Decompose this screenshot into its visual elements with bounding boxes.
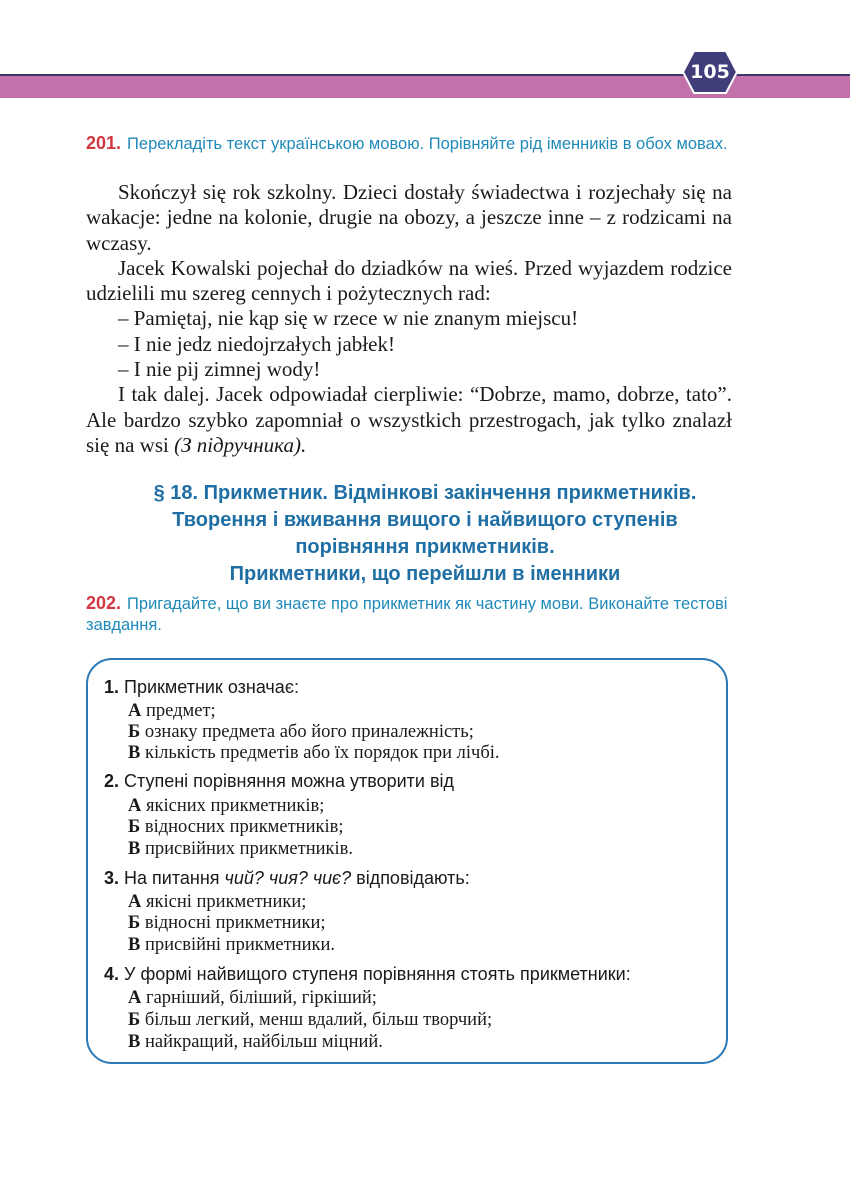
section-title-line: Творення і вживання вищого і найвищого ступенів	[172, 509, 678, 531]
answer-option: Б відносні прикметники;	[128, 913, 326, 933]
passage-text: I tak dalej. Jacek odpowiadał cierpliwie: “Dobrze, mamo, dobrze, tato”. Ale bardzo szybko zapomniał o wszystkich przestrogach, jak tylko znalazł się na wsi	[86, 382, 732, 457]
answer-option: В кількість предметів або їх порядок при лічбі.	[128, 743, 500, 763]
test-question-1: 1. Прикметник означає:	[104, 677, 300, 697]
answer-option: Б відносних прикметників;	[128, 817, 344, 837]
section-title-line: Прикметники, що перейшли в іменники	[229, 563, 621, 585]
task-number: 202.	[86, 593, 122, 613]
answer-option: В присвійних прикметників.	[128, 839, 354, 859]
task-instruction: Пригадайте, що ви знаєте про прикметник як частину мови. Виконайте тестові завдання.	[86, 595, 728, 634]
answer-option: А гарніший, біліший, гіркіший;	[128, 988, 377, 1008]
answer-option: Б більш легкий, менш вдалий, більш творчий;	[128, 1010, 493, 1030]
section-title	[86, 480, 764, 588]
passage-line: – I nie pij zimnej wody!	[118, 357, 321, 382]
page-number: 105	[690, 61, 730, 83]
section-title-line: порівняння прикметників.	[295, 536, 555, 558]
page-number-badge	[681, 49, 739, 95]
passage-line: – I nie jedz niedojrzałych jabłek!	[118, 331, 395, 356]
answer-option: Б ознаку предмета або його приналежність;	[128, 722, 474, 742]
answer-option: А якісних прикметників;	[128, 796, 325, 816]
answer-option: А предмет;	[128, 701, 216, 721]
test-question-4: 4. У формі найвищого ступеня порівняння стоять прикметники:	[104, 964, 631, 984]
task-202	[86, 593, 736, 636]
task-instruction: Перекладіть текст українською мовою. Порівняйте рід іменників в обох мовах.	[127, 135, 728, 153]
passage-paragraph: Jacek Kowalski pojechał do dziadków na wieś. Przed wyjazdem rodzice udzielili mu szereg cennych i pożytecznych rad:	[86, 255, 732, 306]
passage-paragraph: Skończył się rok szkolny. Dzieci dostały świadectwa i rozjechały się na wakacje: jedne na kolonie, drugie na obozy, a jeszcze inne – z rodzicami na wczasy.	[86, 180, 732, 255]
section-title-line: § 18. Прикметник. Відмінкові закінчення прикметників.	[153, 482, 697, 504]
task-number: 201.	[86, 133, 122, 153]
task-201	[86, 133, 736, 155]
answer-option: В присвійні прикметники.	[128, 935, 336, 955]
passage-line: – Pamiętaj, nie kąp się w rzece w nie znanym miejscu!	[118, 306, 579, 331]
test-question-2: 2. Ступені порівняння можна утворити від	[104, 771, 455, 791]
answer-option: В найкращий, найбільш міцний.	[128, 1032, 383, 1052]
passage-paragraph	[86, 382, 732, 458]
answer-option: А якісні прикметники;	[128, 892, 307, 912]
test-question-3: 3. На питання чий? чия? чиє? відповідають:	[104, 868, 470, 888]
passage-source: (З підручника).	[174, 432, 307, 457]
polish-passage	[86, 180, 732, 458]
